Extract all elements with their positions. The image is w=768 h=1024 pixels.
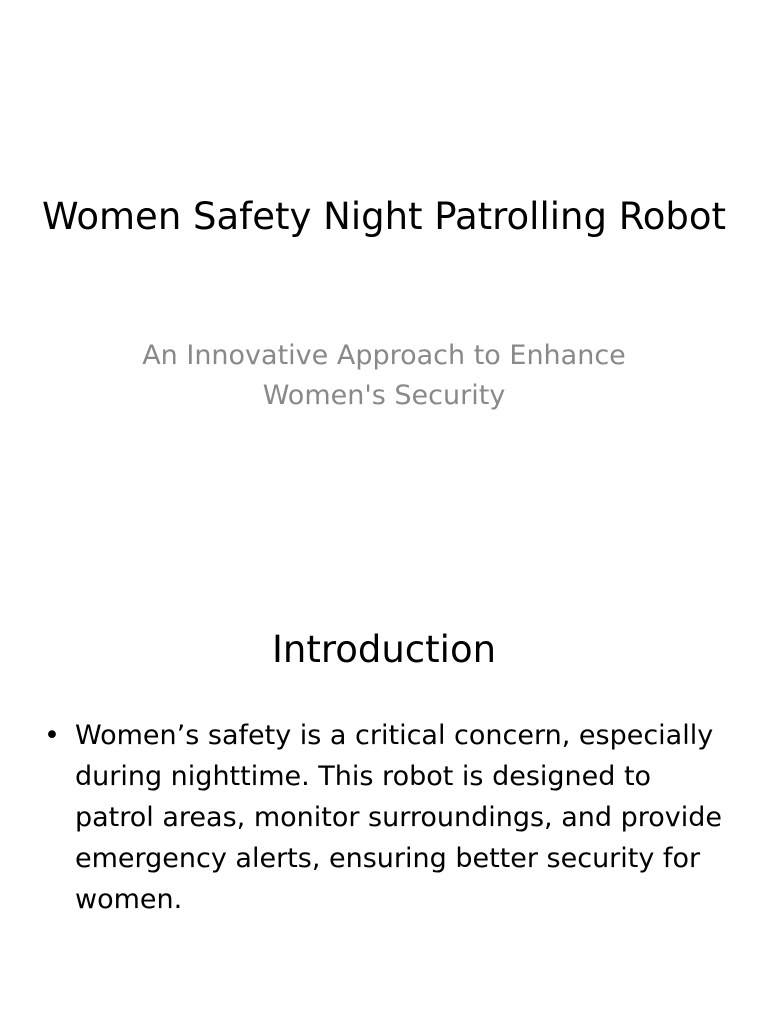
bullet-icon: •: [44, 720, 60, 751]
slide-title: Women Safety Night Patrolling Robot: [41, 195, 727, 238]
bullet-text: Women’s safety is a critical concern, especially during nighttime. This robot is designed to patrol areas, monitor surroundings, and provide emergency alerts, ensuring better security for women.: [75, 720, 722, 915]
introduction-slide: [0, 512, 768, 1024]
bullet-list: [40, 715, 730, 920]
slide-heading: Introduction: [271, 628, 497, 671]
bullet-item: [40, 715, 730, 920]
slide-subtitle: An Innovative Approach to Enhance Women's Security: [142, 340, 626, 411]
